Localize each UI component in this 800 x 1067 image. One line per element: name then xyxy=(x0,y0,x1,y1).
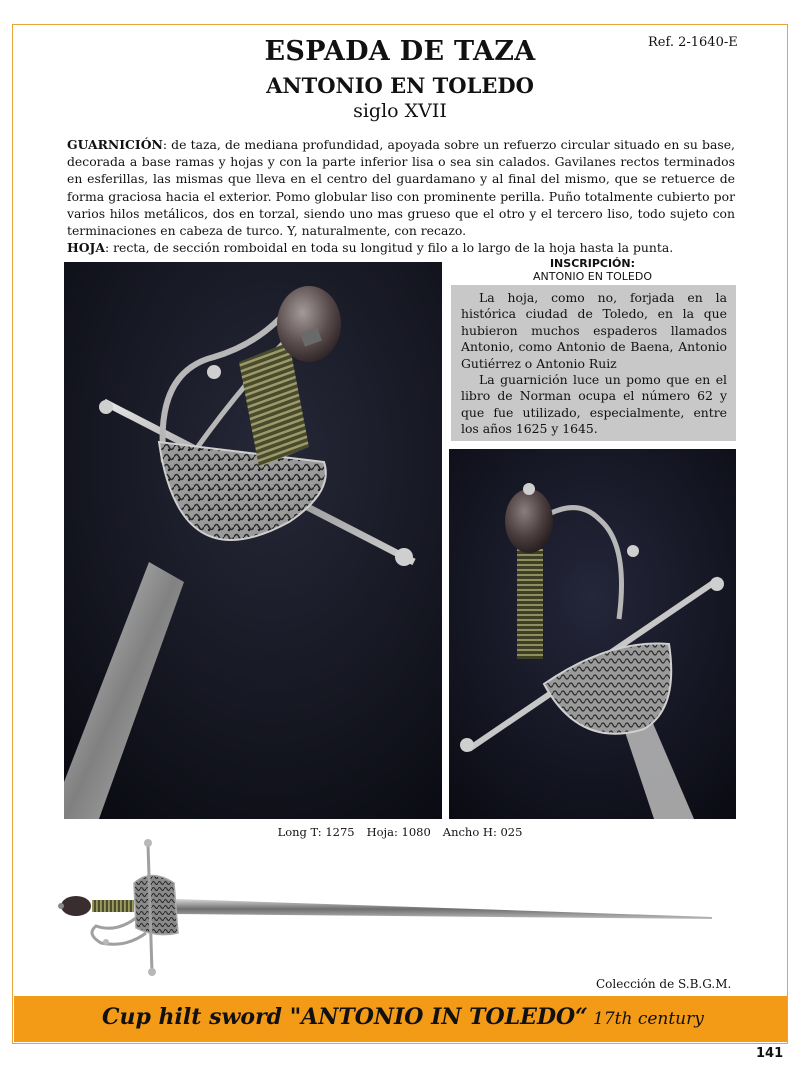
sword-hilt-side-illustration xyxy=(449,449,736,819)
description xyxy=(67,136,735,256)
hilt-photo-side xyxy=(449,449,736,819)
page-title: ESPADA DE TAZA xyxy=(264,36,536,67)
note-paragraph-2: La guarnición luce un pomo que en el libro de Norman ocupa el número 62 y que fue utilizado, especialmente, entre los años 1625 y 1645. xyxy=(461,372,727,437)
inscription-value: ANTONIO EN TOLEDO xyxy=(532,270,653,283)
guarnicion-label: GUARNICIÓN xyxy=(67,137,163,152)
sword-hilt-illustration xyxy=(64,262,442,819)
reference-number: Ref. 2-1640-E xyxy=(648,35,738,50)
guarnicion-text: : de taza, de mediana profundidad, apoyada sobre un refuerzo circular situado en su base, decorada a base ramas y hojas y con la parte inferior lisa o sea sin calados. Gavilanes rectos terminados en esferillas, las mismas que lleva en el centro del guardamano y al final del mismo, que se retuerce de forma graciosa hacia el exterior. Pomo globular liso con prominente perilla. Puño totalmente cubierto por varios hilos metálicos, dos en torzal, siendo uno mas grueso que el otro y el tercero liso, todo sujeto con terminaciones en cabeza de turco. Y, naturalmente, con recazo. xyxy=(67,137,735,239)
full-sword-illustration xyxy=(56,838,720,978)
note-paragraph-1: La hoja, como no, forjada en la histórica ciudad de Toledo, en la que hubieron muchos espaderos llamados Antonio, como Antonio de Baena, Antonio Gutiérrez o Antonio Ruiz xyxy=(461,290,727,371)
guarnicion-paragraph xyxy=(67,136,735,239)
page-number: 141 xyxy=(756,1046,784,1061)
century-label: siglo XVII xyxy=(353,100,447,122)
total-length: Long T: 1275 xyxy=(277,825,355,839)
inscription-label: INSCRIPCIÓN: xyxy=(549,257,636,270)
hoja-text: : recta, de sección romboidal en toda su longitud y filo a lo largo de la hoja hasta la punta. xyxy=(104,240,674,256)
hoja-label: HOJA xyxy=(67,240,105,256)
english-title: Cup hilt sword "ANTONIO IN TOLEDO“ xyxy=(102,1004,588,1030)
hilt-photo-front xyxy=(64,262,442,819)
dimensions xyxy=(0,825,800,839)
collection-credit: Colección de S.B.G.M. xyxy=(596,977,732,991)
historical-note xyxy=(451,285,736,441)
blade-width: Ancho H: 025 xyxy=(442,825,523,839)
english-century: 17th century xyxy=(593,1009,704,1029)
page-subtitle: ANTONIO EN TOLEDO xyxy=(266,73,534,98)
hoja-paragraph xyxy=(67,239,735,256)
blade-length: Hoja: 1080 xyxy=(366,825,431,839)
full-sword-photo xyxy=(56,838,720,978)
